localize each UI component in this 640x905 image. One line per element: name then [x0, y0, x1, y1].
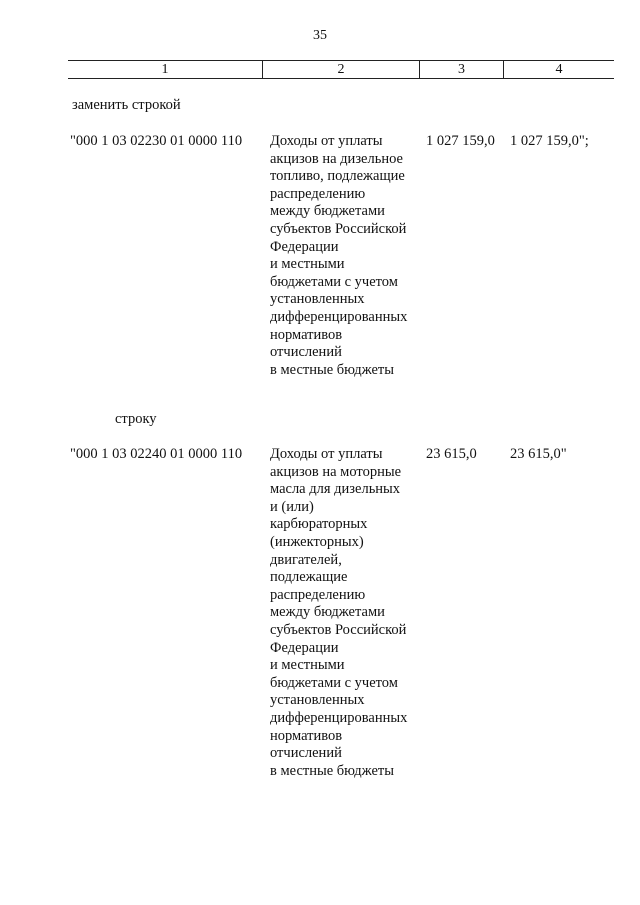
- description-line: в местные бюджеты: [270, 361, 394, 378]
- column-header-4: 4: [555, 61, 563, 77]
- description-line: масла для дизельных: [270, 481, 401, 498]
- description-line: бюджетами с учетом: [270, 273, 398, 290]
- amount-column-4: 23 615,0": [510, 446, 567, 462]
- amount-column-3: 1 027 159,0: [426, 133, 495, 149]
- column-header-row: [68, 60, 614, 79]
- description-line: между бюджетами: [270, 203, 385, 220]
- instruction-row: строку: [115, 411, 157, 427]
- instruction-replace: заменить строкой: [72, 97, 181, 113]
- description-line: (инжекторных): [270, 533, 364, 550]
- description-line: и (или): [270, 498, 314, 515]
- description-line: установленных: [270, 291, 365, 308]
- description-line: отчислений: [270, 344, 342, 361]
- description-line: Доходы от уплаты: [270, 446, 383, 462]
- description-line: топливо, подлежащие: [270, 168, 405, 185]
- description-line: Федерации: [270, 238, 339, 255]
- budget-code: "000 1 03 02230 01 0000 110: [70, 133, 243, 149]
- amount-column-3: 23 615,0: [426, 446, 477, 462]
- description-line: и местными: [270, 256, 345, 273]
- description-line: двигателей,: [270, 551, 342, 568]
- description-line: в местные бюджеты: [270, 762, 394, 779]
- description-line: между бюджетами: [270, 604, 385, 621]
- description-line: нормативов: [270, 326, 343, 343]
- description-line: распределению: [270, 586, 366, 603]
- column-header-3: 3: [420, 61, 504, 78]
- description-line: распределению: [270, 185, 366, 202]
- income-description: [270, 133, 430, 379]
- description-line: нормативов: [270, 727, 343, 744]
- description-line: субъектов Российской: [270, 621, 407, 638]
- description-line: подлежащие: [270, 569, 348, 586]
- description-line: Федерации: [270, 639, 339, 656]
- description-line: дифференцированных: [270, 308, 408, 325]
- description-line: установленных: [270, 692, 365, 709]
- budget-code: "000 1 03 02240 01 0000 110: [70, 446, 243, 462]
- column-header-2: 2: [263, 61, 420, 78]
- description-line: и местными: [270, 657, 345, 674]
- description-line: субъектов Российской: [270, 220, 407, 237]
- description-line: отчислений: [270, 745, 342, 762]
- page-number: 35: [313, 28, 327, 43]
- income-description: [270, 446, 430, 780]
- description-line: акцизов на дизельное: [270, 150, 403, 167]
- column-header-1: 1: [68, 61, 263, 78]
- description-line: акцизов на моторные: [270, 463, 402, 480]
- amount-column-4: 1 027 159,0";: [510, 133, 589, 149]
- description-line: бюджетами с учетом: [270, 674, 398, 691]
- description-line: дифференцированных: [270, 709, 408, 726]
- description-line: карбюраторных: [270, 516, 368, 533]
- description-line: Доходы от уплаты: [270, 133, 383, 149]
